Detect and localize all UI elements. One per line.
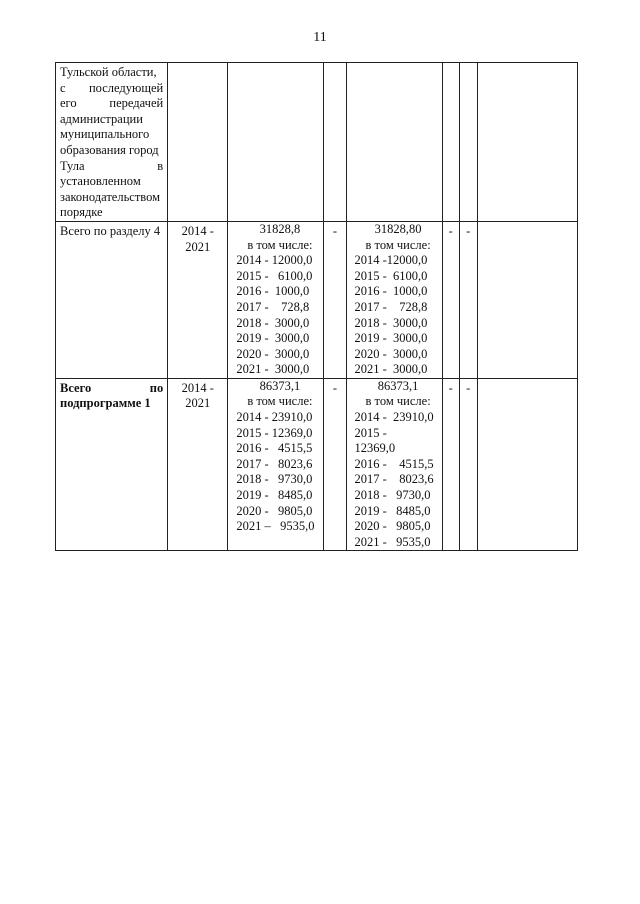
amount-line: 2015 -	[354, 425, 387, 440]
name-line	[60, 174, 163, 190]
name-line	[60, 396, 163, 412]
cell-total-amount	[228, 378, 324, 551]
name-word: с	[60, 80, 66, 95]
cell-regional-amount	[346, 63, 442, 222]
amount-line: 2019 - 8485,0	[236, 488, 313, 503]
amount-line: 2019 - 3000,0	[236, 331, 310, 346]
cell-regional-amount	[346, 378, 442, 551]
amount-line: 2019 - 8485,0	[354, 503, 431, 518]
cell-col8	[477, 221, 577, 378]
name-line	[60, 112, 163, 128]
name-line	[60, 381, 163, 397]
name-word: в	[157, 158, 164, 173]
name-word: подпрограмме 1	[60, 396, 151, 411]
name-line	[60, 81, 163, 97]
amount-line: 86373,1	[377, 378, 419, 393]
table-row	[56, 221, 578, 378]
cell-total-amount	[228, 221, 324, 378]
amount-line: 2014 - 23910,0	[354, 410, 434, 425]
page-number: 11	[313, 30, 327, 45]
amount-line: 2017 - 728,8	[236, 299, 310, 314]
cell-col6: -	[442, 221, 459, 378]
amount-line: 2021 – 9535,0	[236, 519, 315, 534]
amount-line: 2020 - 9805,0	[236, 503, 313, 518]
cell-col7	[459, 63, 477, 222]
amount-line: 2016 - 4515,5	[236, 441, 313, 456]
period-line: 2021	[185, 239, 211, 254]
cell-col7: -	[459, 221, 477, 378]
name-word: его	[60, 96, 77, 111]
amount-line: 2018 - 9730,0	[236, 472, 313, 487]
amount-line: 2021 - 3000,0	[354, 362, 428, 377]
name-word: муниципального	[60, 127, 150, 142]
amount-line: в том числе:	[365, 237, 431, 252]
amount-line: 2016 - 1000,0	[354, 284, 428, 299]
cell-period	[168, 221, 228, 378]
amount-line: 2015 - 12369,0	[236, 425, 313, 440]
cell-regional-amount	[346, 221, 442, 378]
amount-line: 2019 - 3000,0	[354, 331, 428, 346]
amount-line: 12369,0	[354, 441, 396, 456]
cell-federal: -	[324, 378, 346, 551]
amount-line: 2020 - 3000,0	[354, 346, 428, 361]
amount-line: 2015 - 6100,0	[354, 268, 428, 283]
amount-line: 2014 - 23910,0	[236, 410, 313, 425]
name-word: образования город	[60, 142, 159, 157]
name-line	[60, 205, 163, 221]
amount-line: 2014 - 12000,0	[236, 253, 313, 268]
name-line	[60, 65, 163, 81]
amount-line: 2021 - 3000,0	[236, 362, 310, 377]
amount-line: в том числе:	[247, 237, 313, 252]
table-row	[56, 378, 578, 551]
cell-federal: -	[324, 221, 346, 378]
amount-line: 2014 -12000,0	[354, 253, 428, 268]
name-word: последующей	[88, 80, 164, 95]
amount-line: 2016 - 4515,5	[354, 456, 434, 471]
amount-line: 2021 - 9535,0	[354, 534, 431, 549]
name-line	[60, 159, 163, 175]
table-row	[56, 63, 578, 222]
cell-period	[168, 378, 228, 551]
period-line: 2014 -	[181, 223, 214, 238]
amount-line: в том числе:	[365, 394, 431, 409]
amount-line: 2018 - 3000,0	[354, 315, 428, 330]
cell-col6: -	[442, 378, 459, 551]
amount-line: в том числе:	[247, 394, 313, 409]
name-word: законодательством	[60, 189, 161, 204]
name-word: Тульской области,	[60, 65, 157, 79]
amount-line: 2020 - 9805,0	[354, 519, 431, 534]
amount-line: 2015 - 6100,0	[236, 268, 313, 283]
name-word: Всего	[60, 380, 92, 395]
cell-col7: -	[459, 378, 477, 551]
amount-line: 2016 - 1000,0	[236, 284, 310, 299]
cell-name	[56, 378, 168, 551]
amount-line: 2018 - 3000,0	[236, 315, 310, 330]
amount-line: 2017 - 8023,6	[354, 472, 434, 487]
cell-name	[56, 63, 168, 222]
name-word: передачей	[109, 96, 164, 111]
amount-line: 31828,8	[259, 221, 301, 236]
cell-period	[168, 63, 228, 222]
name-line	[60, 143, 163, 159]
name-line	[60, 190, 163, 206]
amount-line: 2017 - 728,8	[354, 299, 428, 314]
name-line	[60, 224, 163, 240]
cell-col8	[477, 378, 577, 551]
amount-line: 2020 - 3000,0	[236, 346, 310, 361]
cell-col8	[477, 63, 577, 222]
period-line: 2021	[185, 396, 211, 411]
name-word: Всего по разделу 4	[60, 223, 161, 238]
name-word: администрации	[60, 111, 143, 126]
cell-col6	[442, 63, 459, 222]
amount-line: 2017 - 8023,6	[236, 456, 313, 471]
cell-name	[56, 221, 168, 378]
name-word: по	[149, 380, 164, 395]
name-line	[60, 127, 163, 143]
amount-line: 2018 - 9730,0	[354, 488, 431, 503]
name-word: установленном	[60, 174, 141, 189]
cell-federal	[324, 63, 346, 222]
name-line	[60, 96, 163, 112]
program-table	[55, 62, 578, 551]
cell-total-amount	[228, 63, 324, 222]
name-word: Тула	[60, 158, 85, 173]
amount-line: 31828,80	[374, 221, 422, 236]
name-word: порядке	[60, 205, 103, 220]
period-line: 2014 -	[181, 380, 214, 395]
amount-line: 86373,1	[259, 378, 301, 393]
